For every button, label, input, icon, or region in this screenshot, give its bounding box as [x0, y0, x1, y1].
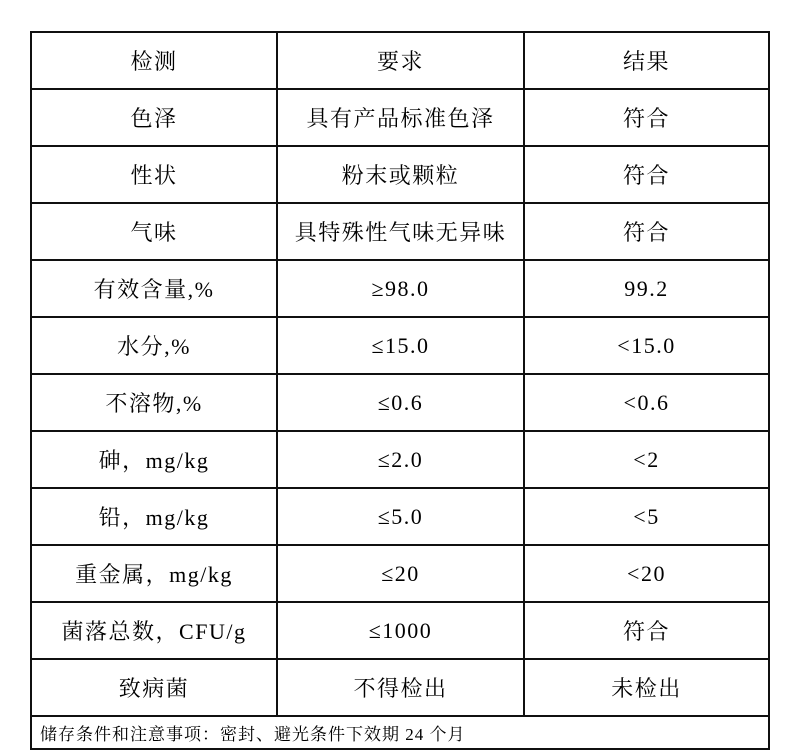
cell-result: 99.2 — [524, 260, 769, 317]
table-row — [31, 203, 769, 260]
cell-requirement: ≤1000 — [277, 602, 524, 659]
table-header-row — [31, 32, 769, 89]
table-row — [31, 260, 769, 317]
cell-result: 符合 — [524, 89, 769, 146]
cell-result: <20 — [524, 545, 769, 602]
table-row — [31, 146, 769, 203]
cell-test: 性状 — [31, 146, 277, 203]
cell-requirement: ≥98.0 — [277, 260, 524, 317]
cell-requirement: 具有产品标准色泽 — [277, 89, 524, 146]
table-row — [31, 89, 769, 146]
cell-requirement: 具特殊性气味无异味 — [277, 203, 524, 260]
header-test: 检测 — [31, 32, 277, 89]
table-row — [31, 602, 769, 659]
table-row — [31, 545, 769, 602]
table-row — [31, 431, 769, 488]
table-row — [31, 488, 769, 545]
cell-test: 有效含量,% — [31, 260, 277, 317]
cell-requirement: 粉末或颗粒 — [277, 146, 524, 203]
cell-requirement: 不得检出 — [277, 659, 524, 716]
cell-requirement: ≤2.0 — [277, 431, 524, 488]
cell-requirement: ≤0.6 — [277, 374, 524, 431]
table-row — [31, 659, 769, 716]
cell-result: 未检出 — [524, 659, 769, 716]
cell-result: <15.0 — [524, 317, 769, 374]
cell-test: 菌落总数，CFU/g — [31, 602, 277, 659]
cell-result: 符合 — [524, 203, 769, 260]
cell-result: <0.6 — [524, 374, 769, 431]
cell-requirement: ≤15.0 — [277, 317, 524, 374]
cell-test: 重金属，mg/kg — [31, 545, 277, 602]
header-result: 结果 — [524, 32, 769, 89]
cell-test: 砷，mg/kg — [31, 431, 277, 488]
cell-requirement: ≤20 — [277, 545, 524, 602]
cell-test: 水分,% — [31, 317, 277, 374]
table-footer-row — [31, 716, 769, 749]
cell-requirement: ≤5.0 — [277, 488, 524, 545]
table-row — [31, 317, 769, 374]
cell-test: 致病菌 — [31, 659, 277, 716]
cell-result: 符合 — [524, 602, 769, 659]
cell-test: 气味 — [31, 203, 277, 260]
cell-test: 色泽 — [31, 89, 277, 146]
storage-note: 储存条件和注意事项：密封、避光条件下效期 24 个月 — [31, 716, 769, 749]
cell-result: <5 — [524, 488, 769, 545]
header-requirement: 要求 — [277, 32, 524, 89]
inspection-table — [30, 31, 770, 750]
cell-result: <2 — [524, 431, 769, 488]
cell-test: 不溶物,% — [31, 374, 277, 431]
table-row — [31, 374, 769, 431]
cell-test: 铅，mg/kg — [31, 488, 277, 545]
cell-result: 符合 — [524, 146, 769, 203]
